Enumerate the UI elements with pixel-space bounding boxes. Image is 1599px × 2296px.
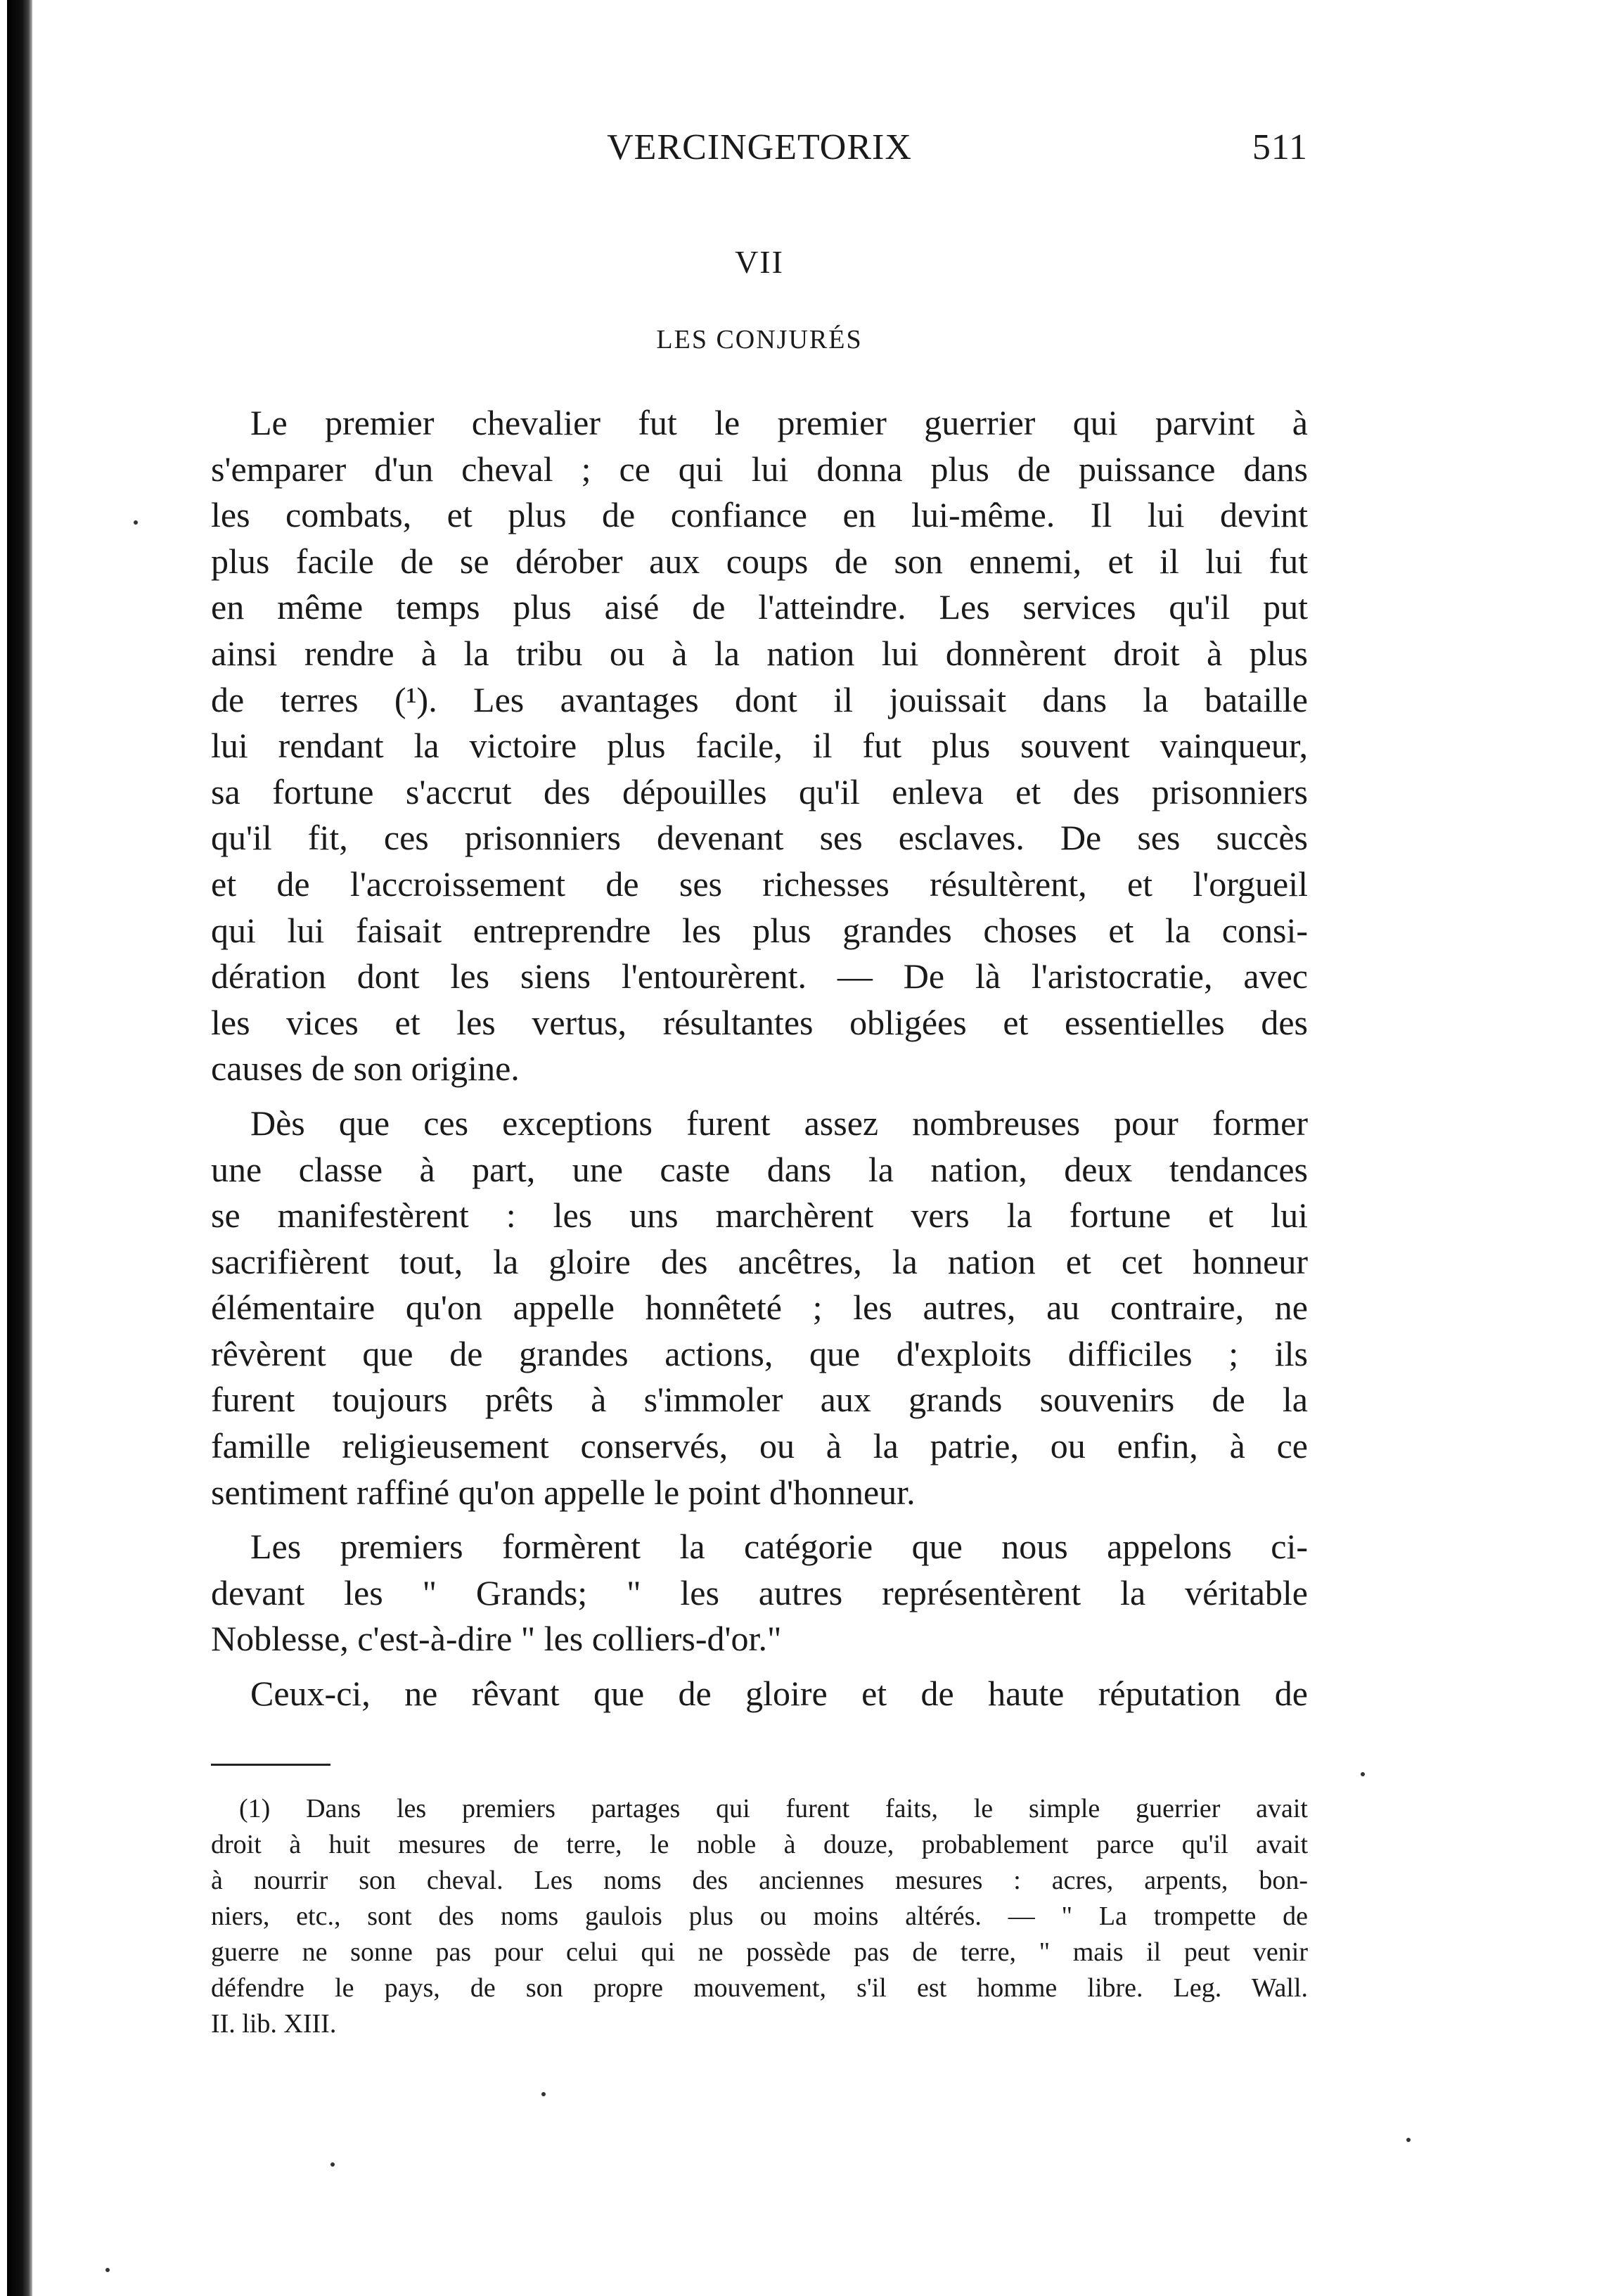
page-number: 511 [1252,127,1308,167]
text-line: Noblesse, c'est-à-dire " les colliers-d'or." [211,1619,782,1659]
footnote-separator [211,1764,330,1766]
text-line: Le premier chevalier fut le premier guerrier qui parvint à [250,403,1308,442]
text-line: et de l'accroissement de ses richesses résultèrent, et l'orgueil [211,864,1308,904]
scan-speck [134,520,138,525]
text-line: en même temps plus aisé de l'atteindre. Les services qu'il put [211,587,1308,627]
running-head [211,127,1308,176]
text-line: se manifestèrent : les uns marchèrent vers la fortune et lui [211,1195,1308,1236]
paragraph-2 [211,1101,1308,1515]
text-line: qui lui faisait entreprendre les plus grandes choses et la consi- [211,910,1308,950]
text-line: sacrifièrent tout, la gloire des ancêtres, la nation et cet honneur [211,1241,1308,1281]
text-line: les vices et les vertus, résultantes obligées et essentielles des [211,1002,1308,1042]
text-line: causes de son origine. [211,1048,520,1089]
text-line: les combats, et plus de confiance en lui-même. Il lui devint [211,495,1308,535]
scan-speck [541,2092,546,2096]
text-line: sa fortune s'accrut des dépouilles qu'il enleva et des prisonniers [211,771,1308,812]
footnote [211,1791,1308,2042]
book-spine-shadow [7,0,32,2296]
chapter-title: LES CONJURÉS [656,325,863,354]
footnote-line: guerre ne sonne pas pour celui qui ne possède pas de terre, " mais il peut venir [211,1937,1308,1967]
footnote-line: droit à huit mesures de terre, le noble à douze, probablement parce qu'il avait [211,1829,1308,1859]
paragraph-4 [211,1671,1308,1717]
text-line: qu'il fit, ces prisonniers devenant ses esclaves. De ses succès [211,818,1308,858]
text-line: élémentaire qu'on appelle honnêteté ; les autres, au contraire, ne [211,1288,1308,1328]
chapter-number: VII [735,244,784,280]
footnote-line: (1) Dans les premiers partages qui furent faits, le simple guerrier avait [239,1793,1308,1823]
paragraph-3 [211,1524,1308,1662]
footnote-line: défendre le pays, de son propre mouvement, s'il est homme libre. Leg. Wall. [211,1973,1308,2003]
scan-speck [1361,1772,1365,1776]
paragraph-1 [211,400,1308,1092]
scan-speck [1406,2138,1411,2142]
scan-speck [105,2268,110,2272]
text-line: rêvèrent que de grandes actions, que d'exploits difficiles ; ils [211,1333,1308,1373]
text-line: famille religieusement conservés, ou à la patrie, ou enfin, à ce [211,1426,1308,1466]
text-line: Ceux-ci, ne rêvant que de gloire et de haute réputation de [250,1674,1308,1714]
text-line: s'emparer d'un cheval ; ce qui lui donna plus de puissance dans [211,449,1308,489]
text-line: Les premiers formèrent la catégorie que nous appelons ci- [250,1527,1308,1567]
text-line: devant les " Grands; " les autres représentèrent la véritable [211,1572,1308,1612]
body-text [211,400,1308,1717]
text-line: Dès que ces exceptions furent assez nombreuses pour former [250,1103,1308,1143]
running-head-title: VERCINGETORIX [607,127,912,167]
footnote-line: niers, etc., sont des noms gaulois plus ou moins altérés. — " La trompette de [211,1901,1308,1931]
scan-speck [330,2162,335,2167]
text-line: dération dont les siens l'entourèrent. — De là l'aristocratie, avec [211,956,1308,996]
book-page [211,127,1308,2096]
text-line: ainsi rendre à la tribu ou à la nation lui donnèrent droit à plus [211,633,1308,673]
text-line: de terres (¹). Les avantages dont il jouissait dans la bataille [211,679,1308,719]
text-line: sentiment raffiné qu'on appelle le point d'honneur. [211,1472,916,1512]
text-line: plus facile de se dérober aux coups de son ennemi, et il lui fut [211,541,1308,581]
text-line: furent toujours prêts à s'immoler aux grands souvenirs de la [211,1380,1308,1420]
footnote-line: à nourrir son cheval. Les noms des anciennes mesures : acres, arpents, bon- [211,1865,1308,1895]
text-line: lui rendant la victoire plus facile, il fut plus souvent vainqueur, [211,726,1308,766]
text-line: une classe à part, une caste dans la nation, deux tendances [211,1149,1308,1189]
footnote-line: II. lib. XIII. [211,2008,337,2039]
